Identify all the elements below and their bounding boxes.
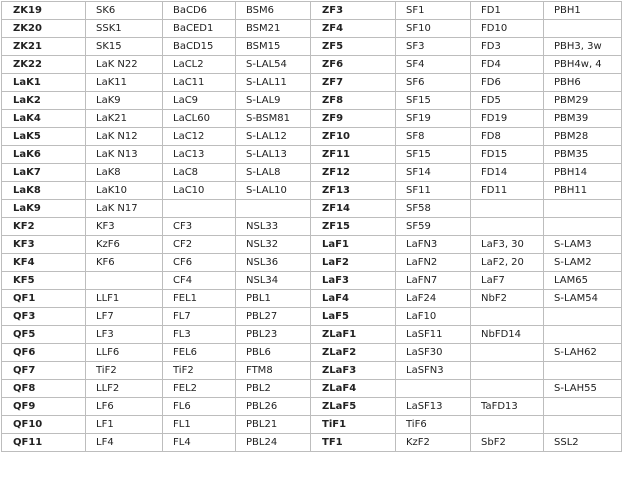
equivalent-glass-cell: SF10 xyxy=(396,20,471,38)
equivalent-glass-cell: PBL23 xyxy=(236,326,311,344)
equivalent-glass-cell: LF3 xyxy=(86,326,163,344)
equivalent-glass-cell: S-LAL54 xyxy=(236,56,311,74)
equivalent-glass-cell: FL3 xyxy=(163,326,236,344)
chinese-glass-code-cell: LaF2 xyxy=(311,254,396,272)
equivalent-glass-cell: SF8 xyxy=(396,128,471,146)
equivalent-glass-cell: BaCD6 xyxy=(163,2,236,20)
equivalent-glass-cell: LLF1 xyxy=(86,290,163,308)
equivalent-glass-cell xyxy=(544,398,622,416)
chinese-glass-code-cell: ZK21 xyxy=(2,38,86,56)
chinese-glass-code-cell: LaF4 xyxy=(311,290,396,308)
equivalent-glass-cell: BaCED1 xyxy=(163,20,236,38)
equivalent-glass-cell: FD1 xyxy=(471,2,544,20)
equivalent-glass-cell: FL7 xyxy=(163,308,236,326)
chinese-glass-code-cell: LaK5 xyxy=(2,128,86,146)
equivalent-glass-cell: LaFN2 xyxy=(396,254,471,272)
equivalent-glass-cell: LaF10 xyxy=(396,308,471,326)
chinese-glass-code-cell: ZK19 xyxy=(2,2,86,20)
chinese-glass-code-cell: ZLaF2 xyxy=(311,344,396,362)
equivalent-glass-cell: S-BSM81 xyxy=(236,110,311,128)
equivalent-glass-cell: FD11 xyxy=(471,182,544,200)
equivalent-glass-cell: LaSFN3 xyxy=(396,362,471,380)
chinese-glass-code-cell: LaK6 xyxy=(2,146,86,164)
equivalent-glass-cell: PBL21 xyxy=(236,416,311,434)
equivalent-glass-cell xyxy=(163,200,236,218)
equivalent-glass-cell: FD6 xyxy=(471,74,544,92)
chinese-glass-code-cell: ZK20 xyxy=(2,20,86,38)
equivalent-glass-cell: BaCD15 xyxy=(163,38,236,56)
table-row xyxy=(2,344,622,362)
table-row xyxy=(2,2,622,20)
equivalent-glass-cell: FD3 xyxy=(471,38,544,56)
chinese-glass-code-cell: ZLaF3 xyxy=(311,362,396,380)
equivalent-glass-cell: LaCL2 xyxy=(163,56,236,74)
table-row xyxy=(2,164,622,182)
table-row xyxy=(2,128,622,146)
table-row xyxy=(2,182,622,200)
equivalent-glass-cell: S-LAL13 xyxy=(236,146,311,164)
chinese-glass-code-cell: QF1 xyxy=(2,290,86,308)
chinese-glass-code-cell: LaK1 xyxy=(2,74,86,92)
equivalent-glass-cell: FL1 xyxy=(163,416,236,434)
table-row xyxy=(2,56,622,74)
equivalent-glass-cell: NbF2 xyxy=(471,290,544,308)
equivalent-glass-cell: PBL2 xyxy=(236,380,311,398)
table-row xyxy=(2,236,622,254)
equivalent-glass-cell xyxy=(236,200,311,218)
equivalent-glass-cell: PBM39 xyxy=(544,110,622,128)
chinese-glass-code-cell: LaK4 xyxy=(2,110,86,128)
equivalent-glass-cell: LLF2 xyxy=(86,380,163,398)
equivalent-glass-cell: LaK N22 xyxy=(86,56,163,74)
table-row xyxy=(2,92,622,110)
equivalent-glass-cell: LaC12 xyxy=(163,128,236,146)
chinese-glass-code-cell: LaK8 xyxy=(2,182,86,200)
chinese-glass-code-cell: KF2 xyxy=(2,218,86,236)
equivalent-glass-cell: LaK21 xyxy=(86,110,163,128)
equivalent-glass-cell: SF59 xyxy=(396,218,471,236)
equivalent-glass-cell: KF6 xyxy=(86,254,163,272)
equivalent-glass-cell: LaK N13 xyxy=(86,146,163,164)
equivalent-glass-cell xyxy=(471,416,544,434)
chinese-glass-code-cell: ZF6 xyxy=(311,56,396,74)
equivalent-glass-cell: PBL6 xyxy=(236,344,311,362)
chinese-glass-code-cell: ZLaF4 xyxy=(311,380,396,398)
equivalent-glass-cell: LF1 xyxy=(86,416,163,434)
equivalent-glass-cell: CF6 xyxy=(163,254,236,272)
equivalent-glass-cell xyxy=(471,362,544,380)
equivalent-glass-cell: PBM28 xyxy=(544,128,622,146)
equivalent-glass-cell: FEL2 xyxy=(163,380,236,398)
chinese-glass-code-cell: ZF8 xyxy=(311,92,396,110)
chinese-glass-code-cell: QF9 xyxy=(2,398,86,416)
equivalent-glass-cell: SK15 xyxy=(86,38,163,56)
equivalent-glass-cell: LaSF11 xyxy=(396,326,471,344)
chinese-glass-code-cell: QF10 xyxy=(2,416,86,434)
table-row xyxy=(2,380,622,398)
equivalent-glass-cell: PBH3, 3w xyxy=(544,38,622,56)
equivalent-glass-cell: LaK N12 xyxy=(86,128,163,146)
equivalent-glass-cell: PBH1 xyxy=(544,2,622,20)
chinese-glass-code-cell: ZF5 xyxy=(311,38,396,56)
equivalent-glass-cell: LaC11 xyxy=(163,74,236,92)
table-row xyxy=(2,146,622,164)
chinese-glass-code-cell: LaK9 xyxy=(2,200,86,218)
table-row xyxy=(2,362,622,380)
equivalent-glass-cell: KzF6 xyxy=(86,236,163,254)
chinese-glass-code-cell: ZF15 xyxy=(311,218,396,236)
table-row xyxy=(2,290,622,308)
equivalent-glass-cell xyxy=(471,344,544,362)
equivalent-glass-cell: NSL34 xyxy=(236,272,311,290)
chinese-glass-code-cell: KF3 xyxy=(2,236,86,254)
equivalent-glass-cell: LaK11 xyxy=(86,74,163,92)
chinese-glass-code-cell: ZF3 xyxy=(311,2,396,20)
equivalent-glass-cell: SK6 xyxy=(86,2,163,20)
table-row xyxy=(2,110,622,128)
chinese-glass-code-cell: LaK2 xyxy=(2,92,86,110)
table-row xyxy=(2,200,622,218)
chinese-glass-code-cell: LaF5 xyxy=(311,308,396,326)
equivalent-glass-cell: LLF6 xyxy=(86,344,163,362)
equivalent-glass-cell: LaK10 xyxy=(86,182,163,200)
chinese-glass-code-cell: KF5 xyxy=(2,272,86,290)
equivalent-glass-cell: LaFN3 xyxy=(396,236,471,254)
chinese-glass-code-cell: ZF13 xyxy=(311,182,396,200)
equivalent-glass-cell xyxy=(544,416,622,434)
equivalent-glass-cell: SF1 xyxy=(396,2,471,20)
chinese-glass-code-cell: LaK7 xyxy=(2,164,86,182)
equivalent-glass-cell: TiF2 xyxy=(86,362,163,380)
equivalent-glass-cell xyxy=(544,362,622,380)
equivalent-glass-cell: PBM29 xyxy=(544,92,622,110)
table-row xyxy=(2,326,622,344)
table-row xyxy=(2,38,622,56)
chinese-glass-code-cell: ZLaF5 xyxy=(311,398,396,416)
equivalent-glass-cell: SF6 xyxy=(396,74,471,92)
equivalent-glass-cell: LaK9 xyxy=(86,92,163,110)
chinese-glass-code-cell: ZF7 xyxy=(311,74,396,92)
equivalent-glass-cell: SF19 xyxy=(396,110,471,128)
equivalent-glass-cell: BSM21 xyxy=(236,20,311,38)
chinese-glass-code-cell: QF11 xyxy=(2,434,86,452)
glass-equivalents-table xyxy=(1,1,622,452)
equivalent-glass-cell: S-LAM54 xyxy=(544,290,622,308)
equivalent-glass-cell: LaF7 xyxy=(471,272,544,290)
equivalent-glass-cell xyxy=(471,218,544,236)
equivalent-glass-cell: PBM35 xyxy=(544,146,622,164)
equivalent-glass-cell: S-LAL9 xyxy=(236,92,311,110)
equivalent-glass-cell: FD15 xyxy=(471,146,544,164)
equivalent-glass-cell: S-LAH55 xyxy=(544,380,622,398)
equivalent-glass-cell: LaC9 xyxy=(163,92,236,110)
equivalent-glass-cell xyxy=(86,272,163,290)
table-row xyxy=(2,434,622,452)
chinese-glass-code-cell: ZF9 xyxy=(311,110,396,128)
equivalent-glass-cell: LaC10 xyxy=(163,182,236,200)
equivalent-glass-cell: FEL1 xyxy=(163,290,236,308)
equivalent-glass-cell: LaC8 xyxy=(163,164,236,182)
equivalent-glass-cell: PBH6 xyxy=(544,74,622,92)
equivalent-glass-cell: NbFD14 xyxy=(471,326,544,344)
equivalent-glass-cell: FD14 xyxy=(471,164,544,182)
equivalent-glass-cell xyxy=(471,380,544,398)
equivalent-glass-cell: SF15 xyxy=(396,146,471,164)
equivalent-glass-cell: S-LAM2 xyxy=(544,254,622,272)
equivalent-glass-cell: TiF6 xyxy=(396,416,471,434)
table-row xyxy=(2,398,622,416)
chinese-glass-code-cell: KF4 xyxy=(2,254,86,272)
chinese-glass-code-cell: ZLaF1 xyxy=(311,326,396,344)
equivalent-glass-cell: FTM8 xyxy=(236,362,311,380)
equivalent-glass-cell xyxy=(544,20,622,38)
chinese-glass-code-cell: QF3 xyxy=(2,308,86,326)
equivalent-glass-cell: TaFD13 xyxy=(471,398,544,416)
equivalent-glass-cell: FL6 xyxy=(163,398,236,416)
chinese-glass-code-cell: TiF1 xyxy=(311,416,396,434)
equivalent-glass-cell: LF7 xyxy=(86,308,163,326)
equivalent-glass-cell: S-LAL8 xyxy=(236,164,311,182)
table-row xyxy=(2,308,622,326)
equivalent-glass-cell: SF3 xyxy=(396,38,471,56)
chinese-glass-code-cell: ZF14 xyxy=(311,200,396,218)
table-row xyxy=(2,74,622,92)
table-row xyxy=(2,20,622,38)
chinese-glass-code-cell: ZF10 xyxy=(311,128,396,146)
equivalent-glass-cell: SF14 xyxy=(396,164,471,182)
equivalent-glass-cell: SF4 xyxy=(396,56,471,74)
chinese-glass-code-cell: QF5 xyxy=(2,326,86,344)
equivalent-glass-cell: LaK8 xyxy=(86,164,163,182)
equivalent-glass-cell: LaSF13 xyxy=(396,398,471,416)
equivalent-glass-cell: FD10 xyxy=(471,20,544,38)
table-row xyxy=(2,218,622,236)
equivalent-glass-cell xyxy=(544,200,622,218)
equivalent-glass-cell xyxy=(471,200,544,218)
chinese-glass-code-cell: QF8 xyxy=(2,380,86,398)
table-row xyxy=(2,416,622,434)
table-row xyxy=(2,272,622,290)
equivalent-glass-cell: S-LAL11 xyxy=(236,74,311,92)
equivalent-glass-cell: LaF24 xyxy=(396,290,471,308)
equivalent-glass-cell: S-LAL12 xyxy=(236,128,311,146)
chinese-glass-code-cell: LaF3 xyxy=(311,272,396,290)
equivalent-glass-cell: FD5 xyxy=(471,92,544,110)
equivalent-glass-cell: LaC13 xyxy=(163,146,236,164)
equivalent-glass-cell: LF6 xyxy=(86,398,163,416)
equivalent-glass-cell: TiF2 xyxy=(163,362,236,380)
chinese-glass-code-cell: TF1 xyxy=(311,434,396,452)
equivalent-glass-cell: NSL32 xyxy=(236,236,311,254)
equivalent-glass-cell: S-LAH62 xyxy=(544,344,622,362)
table-row xyxy=(2,254,622,272)
equivalent-glass-cell: BSM15 xyxy=(236,38,311,56)
equivalent-glass-cell: KzF2 xyxy=(396,434,471,452)
equivalent-glass-cell xyxy=(544,326,622,344)
equivalent-glass-cell: PBL1 xyxy=(236,290,311,308)
equivalent-glass-cell: SF58 xyxy=(396,200,471,218)
equivalent-glass-cell: PBL27 xyxy=(236,308,311,326)
equivalent-glass-cell: SF15 xyxy=(396,92,471,110)
equivalent-glass-cell: S-LAL10 xyxy=(236,182,311,200)
equivalent-glass-cell: LF4 xyxy=(86,434,163,452)
chinese-glass-code-cell: ZF12 xyxy=(311,164,396,182)
equivalent-glass-cell: PBH4w, 4 xyxy=(544,56,622,74)
equivalent-glass-cell: LaFN7 xyxy=(396,272,471,290)
equivalent-glass-cell: LaF2, 20 xyxy=(471,254,544,272)
equivalent-glass-cell: NSL33 xyxy=(236,218,311,236)
chinese-glass-code-cell: QF7 xyxy=(2,362,86,380)
equivalent-glass-cell: LAM65 xyxy=(544,272,622,290)
equivalent-glass-cell: PBH14 xyxy=(544,164,622,182)
equivalent-glass-cell: SSK1 xyxy=(86,20,163,38)
equivalent-glass-cell: NSL36 xyxy=(236,254,311,272)
chinese-glass-code-cell: ZF11 xyxy=(311,146,396,164)
equivalent-glass-cell xyxy=(544,308,622,326)
chinese-glass-code-cell: QF6 xyxy=(2,344,86,362)
equivalent-glass-cell xyxy=(396,380,471,398)
equivalent-glass-cell: SSL2 xyxy=(544,434,622,452)
equivalent-glass-cell: LaSF30 xyxy=(396,344,471,362)
equivalent-glass-cell: FL4 xyxy=(163,434,236,452)
equivalent-glass-cell: PBL24 xyxy=(236,434,311,452)
equivalent-glass-cell: FEL6 xyxy=(163,344,236,362)
equivalent-glass-cell: SF11 xyxy=(396,182,471,200)
chinese-glass-code-cell: ZF4 xyxy=(311,20,396,38)
table-body xyxy=(2,2,622,452)
equivalent-glass-cell: LaK N17 xyxy=(86,200,163,218)
equivalent-glass-cell: PBH11 xyxy=(544,182,622,200)
equivalent-glass-cell: FD4 xyxy=(471,56,544,74)
equivalent-glass-cell: FD8 xyxy=(471,128,544,146)
equivalent-glass-cell xyxy=(544,218,622,236)
chinese-glass-code-cell: LaF1 xyxy=(311,236,396,254)
equivalent-glass-cell: CF2 xyxy=(163,236,236,254)
equivalent-glass-cell: LaF3, 30 xyxy=(471,236,544,254)
equivalent-glass-cell: LaCL60 xyxy=(163,110,236,128)
equivalent-glass-cell: KF3 xyxy=(86,218,163,236)
equivalent-glass-cell: PBL26 xyxy=(236,398,311,416)
equivalent-glass-cell xyxy=(471,308,544,326)
equivalent-glass-cell: FD19 xyxy=(471,110,544,128)
chinese-glass-code-cell: ZK22 xyxy=(2,56,86,74)
equivalent-glass-cell: CF3 xyxy=(163,218,236,236)
equivalent-glass-cell: CF4 xyxy=(163,272,236,290)
equivalent-glass-cell: S-LAM3 xyxy=(544,236,622,254)
equivalent-glass-cell: BSM6 xyxy=(236,2,311,20)
equivalent-glass-cell: SbF2 xyxy=(471,434,544,452)
